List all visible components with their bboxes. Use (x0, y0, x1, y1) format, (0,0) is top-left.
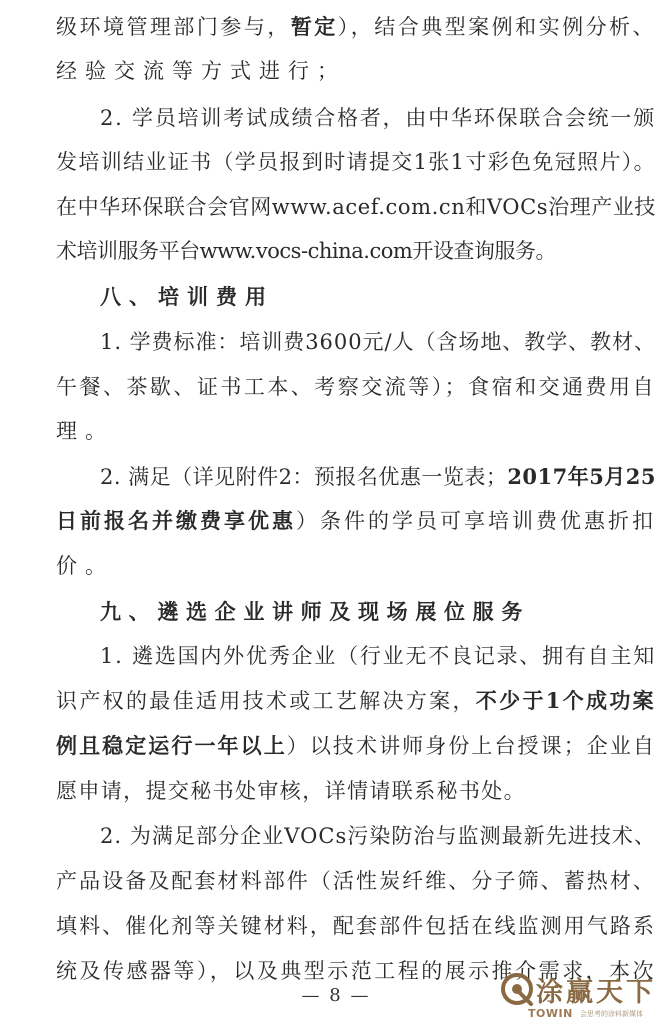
text-segment: ）以技术讲师身份上台授课；企业自 (286, 734, 657, 758)
text-line (56, 911, 656, 941)
text-segment: 产品设备及配套材料部件（活性炭纤维、分子筛、蓄热材、 (56, 869, 656, 893)
section-heading-lecturers (100, 597, 530, 627)
text-segment: 术培训服务平台www.vocs-china.com开设查询服务。 (56, 239, 556, 263)
towin-watermark-logo (500, 970, 670, 1024)
text-line (56, 236, 556, 266)
bold-text-segment: 2017年5月25 (507, 464, 656, 489)
text-segment: ），结合典型案例和实例分析、 (337, 15, 657, 39)
towin-logo-icon (500, 972, 534, 1006)
text-line (56, 776, 526, 806)
text-segment: ）条件的学员可享培训费优惠折扣 (296, 509, 656, 533)
logo-title: 涂赢天下 (536, 977, 656, 1008)
text-segment: 2. 学员培训考试成绩合格者，由中华环保联合会统一颁 (100, 106, 656, 130)
text-line (100, 821, 656, 851)
bold-text-segment: 九、遴选企业讲师及现场展位服务 (100, 599, 530, 624)
text-line (100, 327, 656, 357)
text-segment: 填料、催化剂等关键材料，配套部件包括在线监测用气路系 (56, 914, 656, 938)
text-segment: 午餐、茶歇、证书工本、考察交流等）；食宿和交通费用自 (56, 375, 656, 399)
bold-text-segment: 不少于1个成功案 (475, 688, 656, 713)
text-segment: 级环境管理部门参与， (56, 15, 291, 39)
text-line (100, 641, 656, 671)
text-segment: 理。 (56, 419, 114, 443)
page-number: — 8 — (301, 985, 371, 1006)
bold-text-segment: 例且稳定运行一年以上 (56, 733, 287, 758)
bold-text-segment: 八、培训费用 (100, 284, 274, 309)
text-segment: 1. 学费标准：培训费3600元/人（含场地、教学、教材、 (100, 330, 656, 354)
text-line (100, 103, 656, 133)
logo-tagline: 会思考的涂料新媒体 (580, 1010, 643, 1018)
text-line (56, 147, 656, 177)
text-line (56, 192, 656, 222)
text-segment: 经验交流等方式进行； (56, 59, 346, 83)
bold-text-segment: 暂定 (290, 14, 338, 39)
text-line (56, 56, 656, 86)
text-segment: 2. 为满足部分企业VOCs污染防治与监测最新先进技术、 (100, 824, 656, 848)
text-segment: 识产权的最佳适用技术或工艺解决方案， (56, 689, 476, 713)
text-segment: 在中华环保联合会官网www.acef.com.cn和VOCs治理产业技 (56, 195, 656, 219)
text-segment: 发培训结业证书（学员报到时请提交1张1寸彩色免冠照片）。 (56, 150, 656, 174)
logo-english: TOWIN (528, 1007, 573, 1020)
text-line (56, 372, 656, 402)
text-line (100, 462, 656, 492)
text-line (56, 12, 656, 42)
text-line (56, 686, 656, 716)
text-line (56, 731, 656, 761)
text-segment: 价。 (56, 554, 114, 578)
text-line (56, 551, 116, 581)
text-segment: 统及传感器等），以及典型示范工程的展示推介需求，本次 (56, 959, 656, 983)
text-line (56, 866, 656, 896)
text-line (56, 506, 656, 536)
text-line (56, 416, 116, 446)
bold-text-segment: 日前报名并缴费享优惠 (56, 508, 296, 533)
text-segment: 愿申请，提交秘书处审核，详情请联系秘书处。 (56, 779, 526, 803)
section-heading-fees (100, 282, 330, 312)
text-segment: 2. 满足（详见附件2：预报名优惠一览表； (100, 465, 508, 489)
text-segment: 1. 遴选国内外优秀企业（行业无不良记录、拥有自主知 (100, 644, 656, 668)
